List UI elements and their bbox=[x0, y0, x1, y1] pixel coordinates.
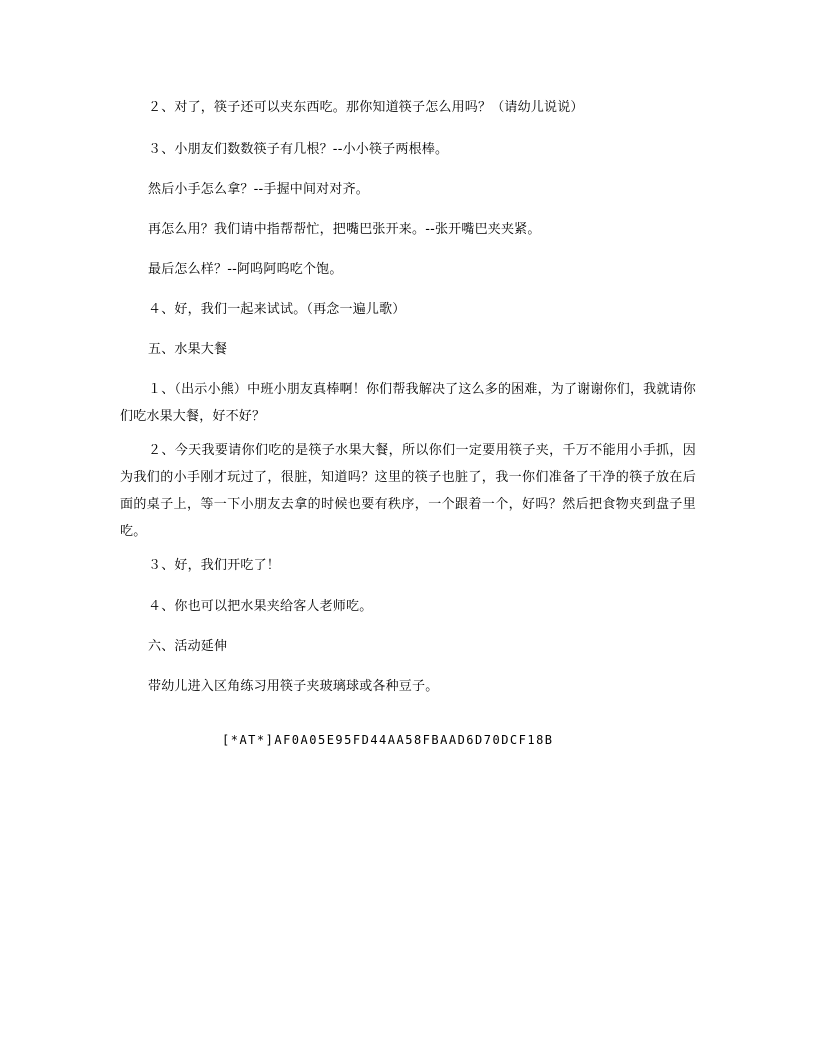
step-3-text: ３、小朋友们数数筷子有几根？--小小筷子两根棒。 bbox=[148, 142, 449, 157]
start-eating-text: ３、好，我们开吃了！ bbox=[148, 558, 281, 573]
document-code: [*AT*]AF0A05E95FD44AA58FBAAD6D70DCF18B bbox=[222, 733, 554, 747]
use-text: 再怎么用？我们请中指帮帮忙，把嘴巴张开来。--张开嘴巴夹夹紧。 bbox=[148, 222, 541, 237]
step-2-text: ２、对了，筷子还可以夹东西吃。那你知道筷子怎么用吗？（请幼儿说说） bbox=[148, 100, 584, 115]
hold-text: 然后小手怎么拿？--手握中间对对齐。 bbox=[148, 182, 369, 197]
step-4-text: ４、好，我们一起来试试。（再念一遍儿歌） bbox=[148, 302, 406, 317]
section-6-heading: 六、活动延伸 bbox=[148, 639, 228, 654]
fruit-paragraph-2: ２、今天我要请你们吃的是筷子水果大餐，所以你们一定要用筷子夹，千万不能用小手抓，因为我们的小手刚才玩过了，很脏，知道吗？这里的筷子也脏了，我一你们准备了干净的筷子放在后面的桌子上，等一下小朋友去拿的时候也要有秩序，一个跟着一个，好吗？然后把食物夹到盘子里吃。 bbox=[120, 443, 696, 539]
fruit-paragraph-1: １、（出示小熊）中班小朋友真棒啊！你们帮我解决了这么多的困难，为了谢谢你们，我就请你们吃水果大餐，好不好？ bbox=[120, 382, 696, 424]
section-5-heading: 五、水果大餐 bbox=[148, 342, 228, 357]
extension-text: 带幼儿进入区角练习用筷子夹玻璃球或各种豆子。 bbox=[148, 679, 439, 694]
finally-text: 最后怎么样？--阿呜阿呜吃个饱。 bbox=[148, 262, 343, 277]
share-fruit-text: ４、你也可以把水果夹给客人老师吃。 bbox=[148, 599, 373, 614]
